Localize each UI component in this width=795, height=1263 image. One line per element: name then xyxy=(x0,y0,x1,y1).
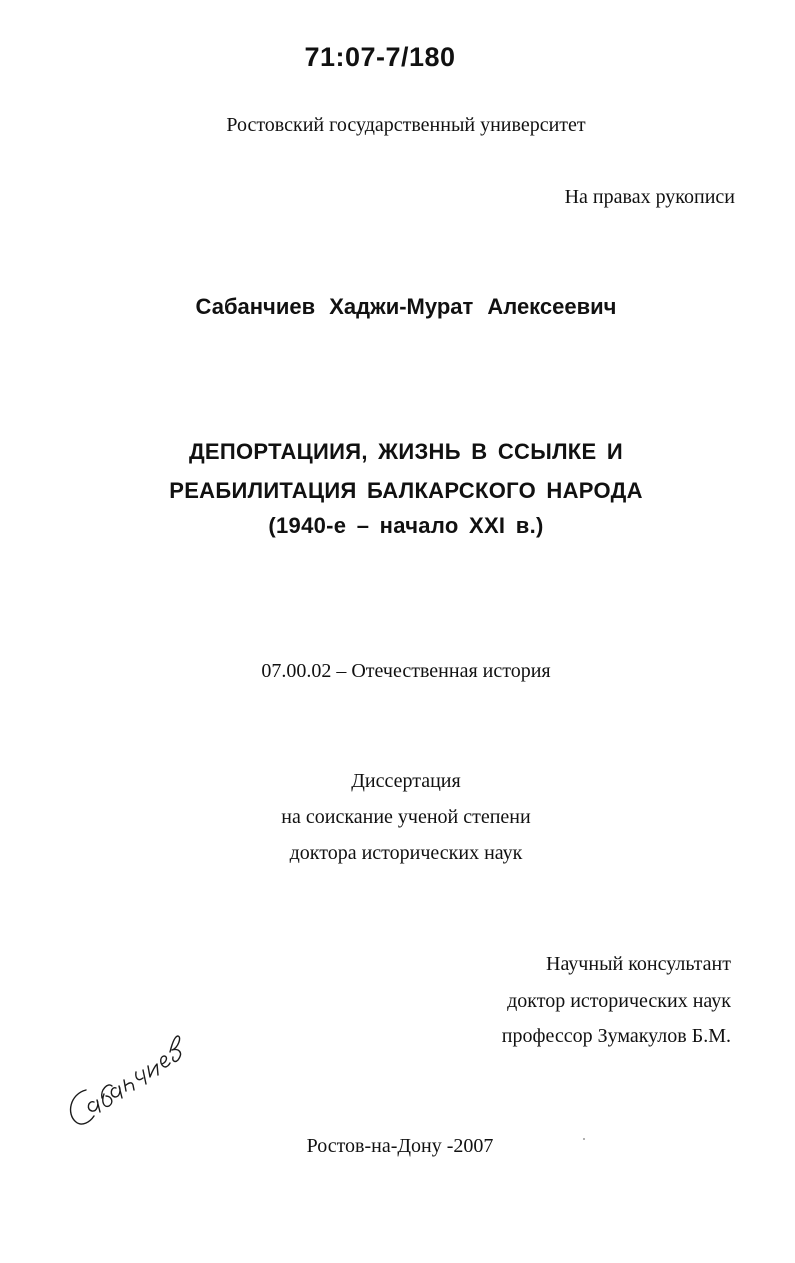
title-line-1: ДЕПОРТАЦИИЯ, ЖИЗНЬ В ССЫЛКЕ И xyxy=(188,439,624,464)
consultant-line-3: профессор Зумакулов Б.М. xyxy=(501,1025,731,1047)
title-line-3: (1940-е – начало XXI в.) xyxy=(268,513,544,538)
title-line-2: РЕАБИЛИТАЦИЯ БАЛКАРСКОГО НАРОДА xyxy=(169,478,643,503)
dissertation-line-2: на соискание ученой степени xyxy=(281,806,531,828)
place-and-year: Ростов-на-Дону -2007 xyxy=(306,1135,494,1157)
institution-name: Ростовский государственный университет xyxy=(226,114,586,136)
scan-speck xyxy=(583,1138,585,1140)
author-name: Сабанчиев Хаджи-Мурат Алексеевич xyxy=(195,294,617,319)
dissertation-line-1: Диссертация xyxy=(351,770,461,792)
specialty-code: 07.00.02 – Отечественная история xyxy=(261,660,551,682)
dissertation-line-3: доктора исторических наук xyxy=(289,842,523,864)
signature-icon xyxy=(64,990,194,1130)
consultant-line-2: доктор исторических наук xyxy=(507,990,731,1012)
rights-notice: На правах рукописи xyxy=(564,186,735,208)
catalog-code: 71:07-7/180 xyxy=(304,42,456,72)
consultant-line-1: Научный консультант xyxy=(546,953,731,975)
author-signature xyxy=(64,990,194,1130)
